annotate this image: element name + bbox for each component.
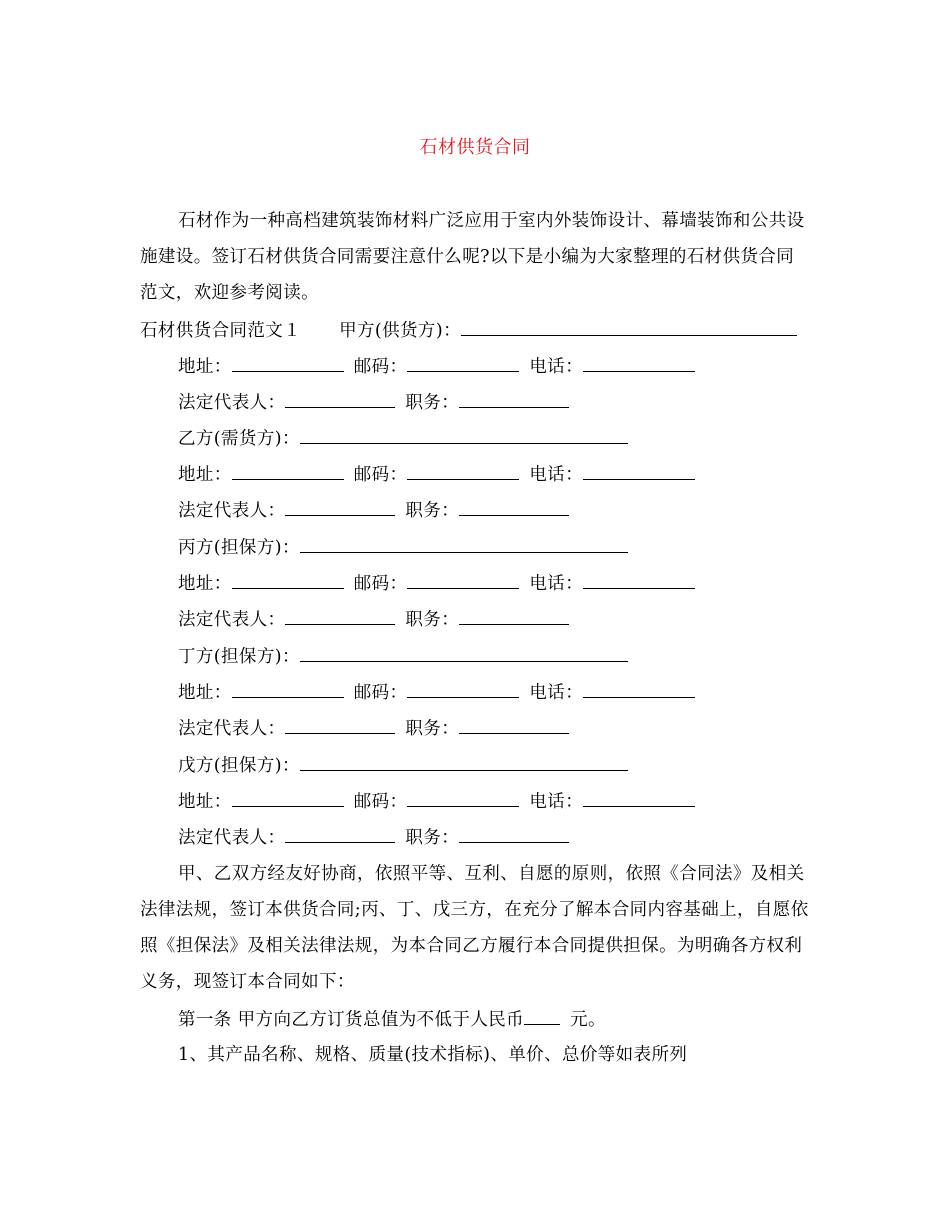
party-c-rep-row bbox=[178, 607, 569, 632]
party-e-label: 戊方(担保方)： bbox=[178, 756, 300, 776]
phone-label: 电话： bbox=[529, 357, 584, 377]
phone-label: 电话： bbox=[529, 465, 584, 485]
party-d-blank[interactable] bbox=[300, 644, 628, 662]
article-1-unit: 元。 bbox=[570, 1010, 606, 1030]
address-label: 地址： bbox=[178, 357, 232, 377]
postcode-label: 邮码： bbox=[353, 357, 408, 377]
address-blank[interactable] bbox=[232, 680, 344, 698]
legal-rep-label: 法定代表人： bbox=[178, 828, 286, 848]
phone-blank[interactable] bbox=[583, 789, 695, 807]
legal-rep-blank[interactable] bbox=[285, 716, 395, 734]
page-title: 石材供货合同 bbox=[419, 137, 531, 158]
legal-rep-blank[interactable] bbox=[285, 607, 395, 625]
party-a-label: 甲方(供货方)： bbox=[339, 321, 461, 341]
party-d-contact-row bbox=[178, 680, 695, 705]
postcode-blank[interactable] bbox=[407, 789, 519, 807]
postcode-blank[interactable] bbox=[407, 462, 519, 480]
legal-rep-label: 法定代表人： bbox=[178, 393, 286, 413]
party-c-row bbox=[178, 535, 628, 560]
position-label: 职务： bbox=[405, 610, 460, 630]
party-d-label: 丁方(担保方)： bbox=[178, 647, 300, 667]
address-label: 地址： bbox=[178, 792, 232, 812]
party-d-rep-row bbox=[178, 716, 569, 741]
party-c-label: 丙方(担保方)： bbox=[178, 538, 300, 558]
party-d-row bbox=[178, 644, 628, 669]
party-b-contact-row bbox=[178, 462, 695, 487]
address-blank[interactable] bbox=[232, 354, 344, 372]
phone-label: 电话： bbox=[529, 683, 584, 703]
postcode-label: 邮码： bbox=[353, 683, 408, 703]
postcode-label: 邮码： bbox=[353, 574, 408, 594]
party-a-blank[interactable] bbox=[461, 318, 797, 336]
address-blank[interactable] bbox=[232, 462, 344, 480]
amount-blank[interactable] bbox=[524, 1007, 560, 1025]
address-label: 地址： bbox=[178, 683, 232, 703]
phone-label: 电话： bbox=[529, 574, 584, 594]
position-label: 职务： bbox=[405, 828, 460, 848]
party-b-label: 乙方(需货方)： bbox=[178, 429, 300, 449]
postcode-label: 邮码： bbox=[353, 792, 408, 812]
item-1-line: 1、其产品名称、规格、质量(技术指标)、单价、总价等如表所列 bbox=[178, 1045, 688, 1065]
agreement-paragraph: 甲、乙双方经友好协商，依照平等、互利、自愿的原则，依照《合同法》及相关法律法规，签订本供货合同;丙、丁、戊三方，在充分了解本合同内容基础上，自愿依照《担保法》及相关法律法规，为本合同乙方履行本合同提供担保。为明确各方权利义务，现签订本合同如下： bbox=[140, 864, 809, 992]
phone-label: 电话： bbox=[529, 792, 584, 812]
postcode-blank[interactable] bbox=[407, 571, 519, 589]
sample-heading-line bbox=[140, 318, 797, 343]
position-blank[interactable] bbox=[459, 716, 569, 734]
article-1-text: 第一条 甲方向乙方订货总值为不低于人民币 bbox=[178, 1010, 525, 1030]
sample-heading: 石材供货合同范文１ bbox=[140, 321, 302, 341]
legal-rep-label: 法定代表人： bbox=[178, 610, 286, 630]
postcode-blank[interactable] bbox=[407, 680, 519, 698]
position-label: 职务： bbox=[405, 501, 460, 521]
party-e-blank[interactable] bbox=[300, 753, 628, 771]
party-a-contact-row bbox=[178, 354, 695, 379]
legal-rep-blank[interactable] bbox=[285, 498, 395, 516]
postcode-blank[interactable] bbox=[407, 354, 519, 372]
party-b-rep-row bbox=[178, 498, 569, 523]
address-blank[interactable] bbox=[232, 789, 344, 807]
position-blank[interactable] bbox=[459, 825, 569, 843]
address-label: 地址： bbox=[178, 574, 232, 594]
phone-blank[interactable] bbox=[583, 680, 695, 698]
party-b-row bbox=[178, 426, 628, 451]
phone-blank[interactable] bbox=[583, 571, 695, 589]
postcode-label: 邮码： bbox=[353, 465, 408, 485]
party-b-blank[interactable] bbox=[300, 426, 628, 444]
intro-paragraph: 石材作为一种高档建筑装饰材料广泛应用于室内外装饰设计、幕墙装饰和公共设施建设。签订石材供货合同需要注意什么呢?以下是小编为大家整理的石材供货合同范文，欢迎参考阅读。 bbox=[140, 211, 805, 303]
position-blank[interactable] bbox=[459, 390, 569, 408]
phone-blank[interactable] bbox=[583, 354, 695, 372]
party-e-contact-row bbox=[178, 789, 695, 814]
phone-blank[interactable] bbox=[583, 462, 695, 480]
legal-rep-label: 法定代表人： bbox=[178, 501, 286, 521]
party-e-row bbox=[178, 753, 628, 778]
legal-rep-blank[interactable] bbox=[285, 825, 395, 843]
legal-rep-label: 法定代表人： bbox=[178, 719, 286, 739]
position-label: 职务： bbox=[405, 719, 460, 739]
party-c-blank[interactable] bbox=[300, 535, 628, 553]
party-e-rep-row bbox=[178, 825, 569, 850]
legal-rep-blank[interactable] bbox=[285, 390, 395, 408]
position-blank[interactable] bbox=[459, 498, 569, 516]
party-a-rep-row bbox=[178, 390, 569, 415]
position-label: 职务： bbox=[405, 393, 460, 413]
address-blank[interactable] bbox=[232, 571, 344, 589]
position-blank[interactable] bbox=[459, 607, 569, 625]
party-c-contact-row bbox=[178, 571, 695, 596]
article-1-line bbox=[178, 1007, 606, 1032]
address-label: 地址： bbox=[178, 465, 232, 485]
